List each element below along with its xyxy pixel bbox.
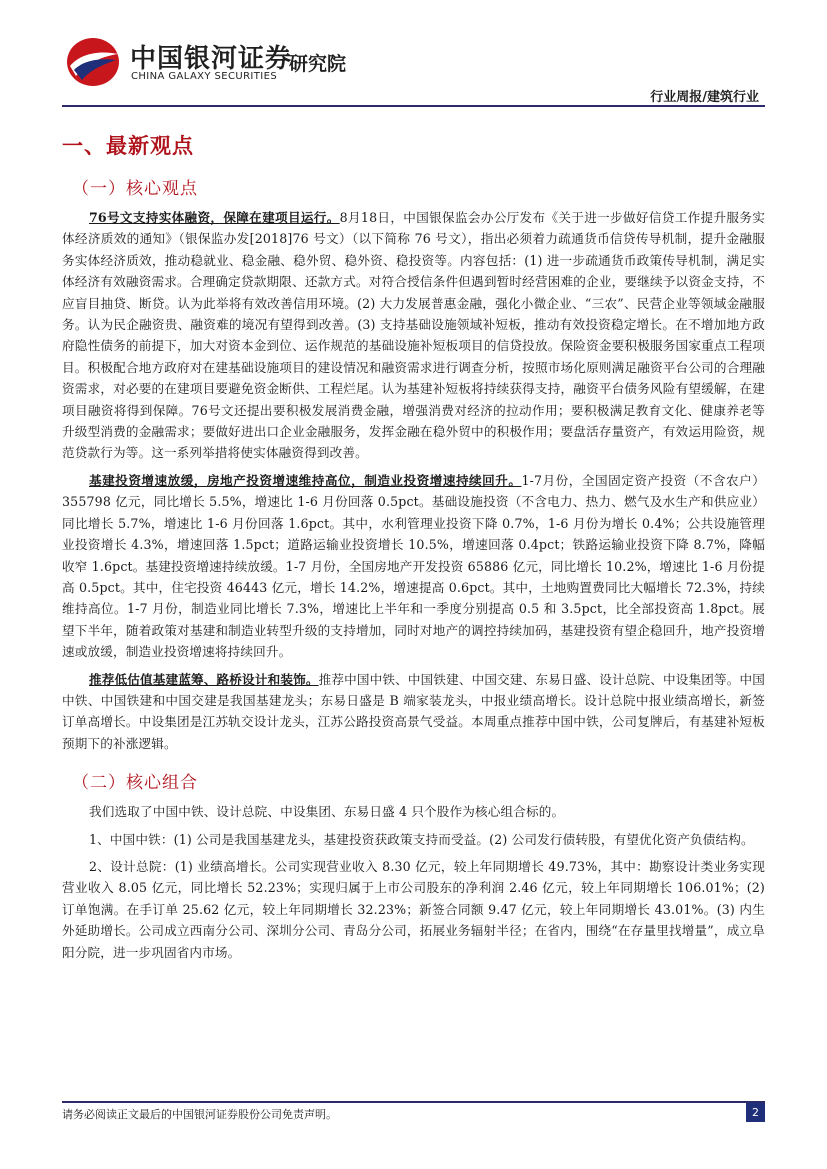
page-number: 2 <box>746 1103 765 1122</box>
paragraph-body: 8月18日，中国银保监会办公厅发布《关于进一步做好信贷工作提升服务实体经济质效的通知》（银保监办发[2018]76 号文）（以下简称 76 号文），指出必须着力疏通货币信贷传导机制，提升金融服务实体经济质效，推动稳就业、稳金融、稳外贸、稳外资、稳投资等。内容包括：(1) 进一步疏通货币政策传导机制，满足实体经济有效融资需求。合理确定贷款期限、还款方式。对符合授信条件但遇到暂时经营困难的企业，要继续予以资金支持，不应盲目抽贷、断贷。认为此举将有效改善信用环境。(2) 大力发展普惠金融，强化小微企业、“三农”、民营企业等领域金融服务。认为民企融资贵、融资难的境况有望得到改善。(3) 支持基础设施领域补短板，推动有效投资稳定增长。在不增加地方政府隐性债务的前提下，加大对资本金到位、运作规范的基础设施补短板项目的信贷投放。保险资金要积极服务国家重点工程项目。积极配合地方政府对在建基础设施项目的建设情况和融资需求进行调查分析，按照市场化原则满足融资平台公司的合理融资需求，对必要的在建项目要避免资金断供、工程烂尾。认为基建补短板将持续获得支持，融资平台债务风险有望缓解，在建项目融资将得到保障。76号文还提出要积极发展消费金融，增强消费对经济的拉动作用；要积极满足教育文化、健康养老等升级型消费的金融需求；要做好进出口企业金融服务，发挥金融在稳外贸中的积极作用；要盘活存量资产，有效运用险资，规范贷款行为等。这一系列举措将使实体融资得到改善。 <box>62 210 765 461</box>
paragraph: 1、中国中铁：(1) 公司是我国基建龙头，基建投资获政策支持而受益。(2) 公司发行债转股，有望优化资产负债结构。 <box>89 831 754 847</box>
paragraph-lead: 推荐低估值基建蓝筹、路桥设计和装饰。 <box>89 671 319 687</box>
page-header <box>0 0 827 110</box>
paragraph-lead: 76号文支持实体融资，保障在建项目运行。 <box>89 210 340 225</box>
paragraph <box>62 470 765 663</box>
footer-disclaimer: 请务必阅读正文最后的中国银河证券股份公司免责声明。 <box>62 1108 337 1121</box>
paragraph: 2、设计总院：(1) 业绩高增长。公司实现营业收入 8.30 亿元，较上年同期增长 49.73%，其中：勘察设计类业务实现营业收入 8.05 亿元，同比增长 52.23%；实现归属于上市公司股东的净利润 2.46 亿元，较上年同期增长 106.01%；(2) 订单饱满。在手订单 25.62 亿元，较上年同期增长 32.23%；新签合同额 9.47 亿元，较上年同期增长 43.01%。(3) 内生外延助增长。公司成立西南分公司、深圳分公司、青岛分公司，拓展业务辐射半径；在省内，围绕“在存量里找增量”，成立阜阳分院，进一步巩固省内市场。 <box>62 858 765 960</box>
paragraph-body: 推荐中国中铁、中国铁建、中国交建、东易日盛、设计总院、中设集团等。中国中铁、中国铁建和中国交建是我国基建龙头；东易日盛是 B 端家装龙头，中报业绩高增长。设计总院中报业绩高增长，新签订单高增长。中设集团是江苏轨交设计龙头，江苏公路投资高景气受益。本周重点推荐中国中铁，公司复牌后，有基建补短板预期下的补涨逻辑。 <box>62 671 766 751</box>
subsection-title-core-view: （一）核心观点 <box>72 179 198 199</box>
footer-rule <box>62 1101 765 1103</box>
main-content <box>62 130 765 969</box>
section-title: 一、最新观点 <box>62 134 194 158</box>
paragraph: 我们选取了中国中铁、设计总院、中设集团、东易日盛 4 只个股作为核心组合标的。 <box>89 804 565 820</box>
paragraph <box>62 669 765 755</box>
paragraph <box>62 207 765 464</box>
header-rule <box>62 105 765 107</box>
institute-label: 研究院 <box>289 53 347 75</box>
brand-name-cn: 中国银河证券 <box>130 44 293 74</box>
paragraph-body: 1-7月份，全国固定资产投资（不含农户）355798 亿元，同比增长 5.5%，增速比 1-6 月份回落 0.5pct。基础设施投资（不含电力、热力、燃气及水生产和供应业）同比增长 5.7%，增速比 1-6 月份回落 1.6pct。其中，水利管理业投资下降 0.7%，1-6 月份为增长 0.4%；公共设施管理业投资增长 4.3%，增速回落 1.5pct；道路运输业投资增长 10.5%，增速回落 0.4pct；铁路运输业投资下降 8.7%，降幅收窄 1.6pct。基建投资增速持续放缓。1-7 月份，全国房地产开发投资 65886 亿元，同比增长 10.2%，增速比 1-6 月份提高 0.5pct。其中，住宅投资 46443 亿元，增长 14.2%，增速提高 0.6pct。其中，土地购置费同比大幅增长 72.3%，持续维持高位。1-7 月份，制造业同比增长 7.3%，增速比上半年和一季度分别提高 0.5 和 3.5pct，比全部投资高 1.8pct。展望下半年，随着政策对基建和制造业转型升级的支持增加，同时对地产的调控持续加码，基建投资有望企稳回升，地产投资增速或放缓，制造业投资增速将持续回升。 <box>62 472 766 660</box>
report-type: 行业周报/建筑行业 <box>650 90 759 105</box>
brand-name-en: CHINA GALAXY SECURITIES <box>131 71 278 82</box>
galaxy-logo-icon <box>64 36 122 88</box>
paragraph-lead: 基建投资增速放缓，房地产投资增速维持高位，制造业投资增速持续回升。 <box>89 472 522 488</box>
subsection-title-core-portfolio: （二）核心组合 <box>72 773 198 794</box>
